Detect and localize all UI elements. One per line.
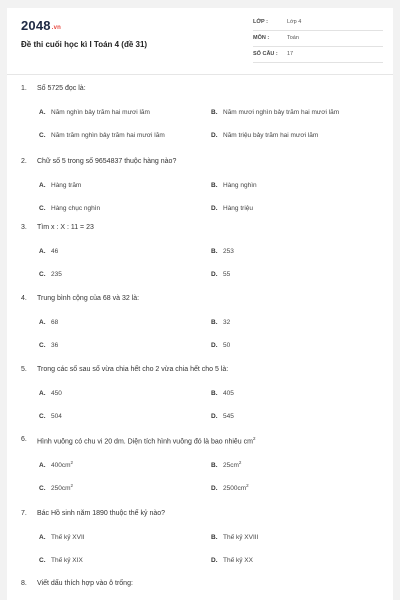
meta-key: LỚP :: [253, 19, 268, 25]
option-letter: A.: [39, 462, 46, 470]
answer-option[interactable]: [211, 483, 249, 492]
superscript: 2: [70, 460, 74, 465]
option-text: 235: [51, 271, 62, 278]
answer-option[interactable]: [39, 483, 73, 492]
option-text: 50: [223, 342, 231, 349]
answer-option[interactable]: [211, 342, 230, 349]
superscript: 2: [238, 460, 242, 465]
answer-option[interactable]: [211, 109, 339, 116]
option-letter: D.: [211, 342, 218, 349]
answer-option[interactable]: [211, 271, 230, 278]
exam-header: [7, 8, 393, 75]
question-text: [37, 224, 94, 231]
option-text: 405: [223, 390, 234, 397]
option-letter: D.: [211, 413, 218, 420]
question-number: 5.: [21, 366, 27, 373]
answer-option[interactable]: [39, 460, 73, 469]
option-text: Thế kỷ XVIII: [223, 534, 259, 541]
question-text: [37, 580, 133, 587]
meta-subject: [253, 32, 383, 47]
answer-option[interactable]: [211, 557, 253, 564]
option-letter: B.: [211, 462, 218, 470]
question-number: 1.: [21, 85, 27, 92]
option-letter: A.: [39, 390, 46, 397]
option-letter: D.: [211, 485, 218, 493]
question-text: [37, 295, 139, 302]
option-text: 2500cm: [223, 485, 247, 493]
option-letter: A.: [39, 319, 46, 326]
question-text: [37, 158, 176, 165]
option-text: Thế kỷ XX: [223, 557, 253, 564]
option-letter: B.: [211, 319, 218, 326]
option-letter: C.: [39, 342, 46, 349]
meta-value: Lớp 4: [287, 19, 302, 25]
option-text: Năm trăm nghìn bảy trăm hai mươi lăm: [51, 132, 165, 139]
option-text: 400cm: [51, 462, 71, 470]
question-text-body: Chữ số 5 trong số 9654837 thuộc hàng nào?: [37, 158, 177, 165]
question-text-body: Tìm x : X : 11 = 23: [37, 224, 94, 231]
option-text: 36: [51, 342, 59, 349]
answer-option[interactable]: [39, 205, 100, 212]
option-text: 46: [51, 248, 59, 255]
meta-class: [253, 16, 383, 31]
option-letter: B.: [211, 248, 218, 255]
superscript: 2: [70, 483, 74, 488]
question-number: 7.: [21, 510, 27, 517]
superscript: 2: [246, 483, 249, 488]
option-letter: C.: [39, 557, 46, 564]
option-letter: C.: [39, 271, 46, 278]
option-text: 32: [223, 319, 231, 326]
option-text: Năm triệu bảy trăm hai mươi lăm: [223, 132, 319, 139]
logo-suffix: .vn: [51, 25, 62, 31]
question-number: 4.: [21, 295, 27, 302]
answer-option[interactable]: [211, 248, 234, 255]
option-text: 68: [51, 319, 59, 326]
question-text: [37, 366, 228, 373]
option-letter: D.: [211, 271, 218, 278]
answer-option[interactable]: [39, 413, 62, 420]
question-text-body: Bác Hồ sinh năm 1890 thuộc thế kỷ nào?: [37, 510, 166, 517]
answer-option[interactable]: [211, 132, 318, 139]
option-text: 545: [223, 413, 234, 420]
answer-option[interactable]: [211, 460, 241, 469]
answer-option[interactable]: [39, 390, 62, 397]
meta-key: MÔN :: [253, 35, 270, 41]
option-text: Hàng chục nghìn: [51, 205, 101, 212]
question-text: [37, 85, 86, 92]
answer-option[interactable]: [211, 413, 234, 420]
option-letter: D.: [211, 557, 218, 564]
answer-option[interactable]: [211, 182, 257, 189]
answer-option[interactable]: [211, 390, 234, 397]
question-text-body: Trong các số sau số vừa chia hết cho 2 vừa chia hết cho 5 là:: [37, 366, 229, 373]
answer-option[interactable]: [39, 342, 58, 349]
option-letter: C.: [39, 485, 46, 493]
answer-option[interactable]: [211, 319, 230, 326]
question-text-body: Hình vuông có chu vi 20 dm. Diện tích hình vuông đó là bao nhiêu cm: [37, 438, 253, 446]
option-text: Năm nghìn bảy trăm hai mươi lăm: [51, 109, 150, 116]
answer-option[interactable]: [211, 205, 253, 212]
answer-option[interactable]: [39, 248, 58, 255]
question-text: [37, 436, 255, 445]
option-text: 55: [223, 271, 231, 278]
exam-title: Đề thi cuối học kì I Toán 4 (đề 31): [21, 40, 148, 49]
question-number: 2.: [21, 158, 27, 165]
option-letter: B.: [211, 109, 218, 116]
option-letter: C.: [39, 413, 46, 420]
option-text: 504: [51, 413, 62, 420]
option-letter: D.: [211, 132, 218, 139]
option-letter: C.: [39, 205, 46, 212]
superscript: 2: [252, 436, 256, 441]
answer-option[interactable]: [39, 109, 150, 116]
option-text: 450: [51, 390, 62, 397]
option-text: 253: [223, 248, 234, 255]
question-number: 3.: [21, 224, 27, 231]
option-text: Hàng nghìn: [223, 182, 257, 189]
answer-option[interactable]: [39, 534, 85, 541]
question-text: [37, 510, 165, 517]
option-letter: A.: [39, 182, 46, 189]
question-text-body: Số 5725 đọc là:: [37, 85, 86, 92]
option-letter: D.: [211, 205, 218, 212]
option-letter: B.: [211, 390, 218, 397]
option-text: Năm mươi nghìn bảy trăm hai mươi lăm: [223, 109, 340, 116]
answer-option[interactable]: [39, 132, 165, 139]
exam-page: [7, 8, 393, 600]
question-number: 6.: [21, 436, 27, 443]
option-letter: A.: [39, 109, 46, 116]
site-logo[interactable]: [21, 18, 61, 33]
option-text: 250cm: [51, 485, 71, 493]
question-text-body: Viết dấu thích hợp vào ô trống:: [37, 580, 133, 587]
meta-value: Toán: [287, 35, 299, 41]
answer-option[interactable]: [39, 319, 58, 326]
option-letter: A.: [39, 248, 46, 255]
question-number: 8.: [21, 580, 27, 587]
meta-value: 17: [287, 51, 294, 57]
option-text: Hàng triệu: [223, 205, 253, 212]
meta-key: SỐ CÂU :: [253, 51, 278, 57]
question-text-body: Trung bình cộng của 68 và 32 là:: [37, 295, 140, 302]
option-letter: C.: [39, 132, 46, 139]
option-text: Hàng trăm: [51, 182, 82, 189]
option-text: Thế kỷ XVII: [51, 534, 85, 541]
option-text: 25cm: [223, 462, 239, 470]
answer-option[interactable]: [39, 182, 81, 189]
answer-option[interactable]: [39, 271, 62, 278]
option-letter: B.: [211, 534, 218, 541]
option-letter: A.: [39, 534, 46, 541]
option-text: Thế kỷ XIX: [51, 557, 83, 564]
answer-option[interactable]: [211, 534, 258, 541]
option-letter: B.: [211, 182, 218, 189]
meta-count: [253, 48, 383, 63]
logo-text: 2048: [21, 18, 51, 33]
answer-option[interactable]: [39, 557, 83, 564]
